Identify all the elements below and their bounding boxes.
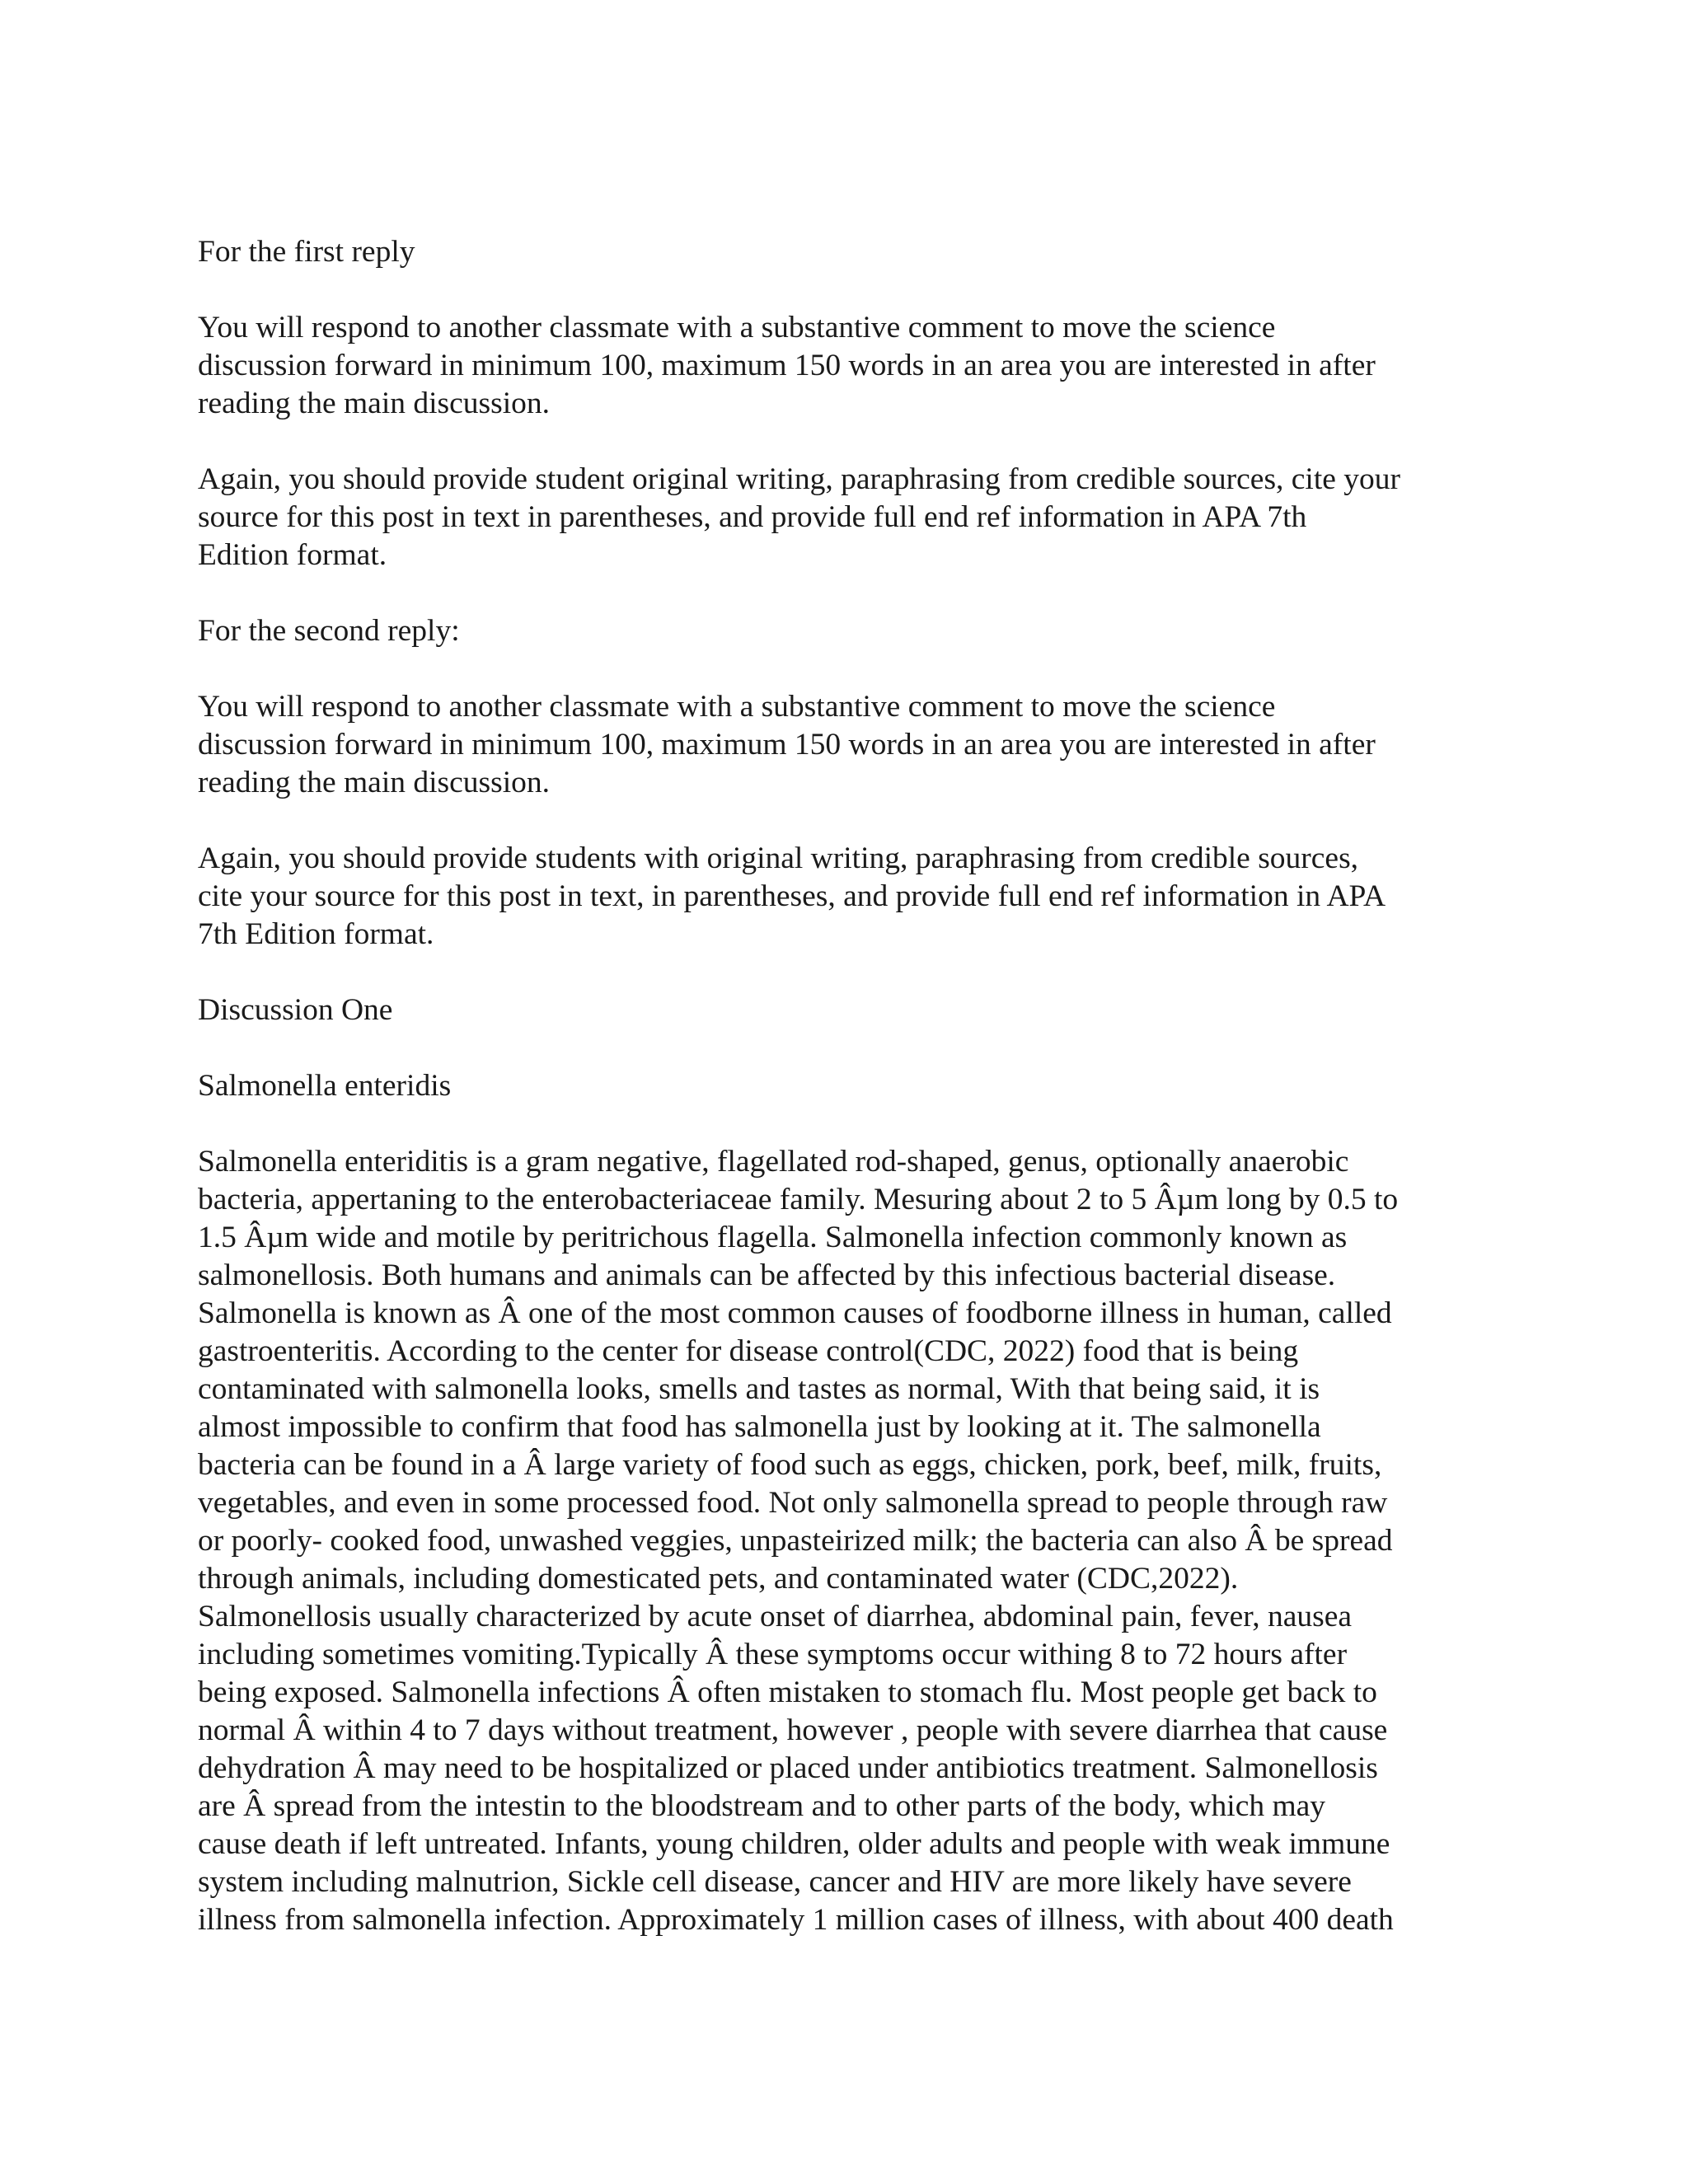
text-line: You will respond to another classmate with a substantive comment to move the science <box>198 311 1276 344</box>
text-line: or poorly- cooked food, unwashed veggies, unpasteirized milk; the bacteria can also Â be spread <box>198 1524 1393 1558</box>
text-line: bacteria can be found in a Â large variety of food such as eggs, chicken, pork, beef, milk, fruits, <box>198 1448 1382 1482</box>
text-line: bacteria, appertaning to the enterobacteriaceae family. Mesuring about 2 to 5 Âµm long by 0.5 to <box>198 1183 1399 1216</box>
text-line: Discussion One <box>198 993 393 1027</box>
document-paragraph <box>198 840 1500 954</box>
text-line: Edition format. <box>198 538 387 572</box>
document-paragraph <box>198 991 1500 1029</box>
text-line: discussion forward in minimum 100, maximum 150 words in an area you are interested in after <box>198 349 1376 382</box>
text-line: contaminated with salmonella looks, smells and tastes as normal, With that being said, it is <box>198 1372 1320 1406</box>
text-line: Salmonellosis usually characterized by acute onset of diarrhea, abdominal pain, fever, nausea <box>198 1600 1353 1633</box>
document-paragraph <box>198 461 1500 574</box>
text-line: are Â spread from the intestin to the bloodstream and to other parts of the body, which may <box>198 1789 1326 1823</box>
text-line: normal Â within 4 to 7 days without treatment, however , people with severe diarrhea that cause <box>198 1713 1388 1747</box>
document-paragraph <box>198 612 1500 650</box>
document-paragraph <box>198 233 1500 271</box>
text-line: Salmonella is known as Â one of the most common causes of foodborne illness in human, called <box>198 1296 1392 1330</box>
text-line: Again, you should provide students with original writing, paraphrasing from credible sources, <box>198 841 1359 875</box>
document-paragraph <box>198 1067 1500 1105</box>
text-line: dehydration Â may need to be hospitalized or placed under antibiotics treatment. Salmonellosis <box>198 1751 1378 1785</box>
text-line: cause death if left untreated. Infants, young children, older adults and people with weak immune <box>198 1827 1390 1861</box>
text-line: For the second reply: <box>198 614 460 648</box>
document-paragraph <box>198 688 1500 802</box>
text-line: reading the main discussion. <box>198 387 551 420</box>
document-paragraph <box>198 309 1500 423</box>
text-line: Salmonella enteridis <box>198 1069 452 1103</box>
text-line: system including malnutrion, Sickle cell disease, cancer and HIV are more likely have severe <box>198 1865 1352 1899</box>
text-line: reading the main discussion. <box>198 766 551 799</box>
text-line: discussion forward in minimum 100, maximum 150 words in an area you are interested in after <box>198 728 1376 762</box>
text-line: including sometimes vomiting.Typically Â these symptoms occur withing 8 to 72 hours after <box>198 1638 1348 1671</box>
text-line: gastroenteritis. According to the center for disease control(CDC, 2022) food that is being <box>198 1334 1299 1368</box>
text-line: source for this post in text in parentheses, and provide full end ref information in APA 7th <box>198 500 1307 534</box>
text-line: cite your source for this post in text, in parentheses, and provide full end ref information in APA <box>198 879 1386 913</box>
text-line: illness from salmonella infection. Approximately 1 million cases of illness, with about 400 death <box>198 1903 1394 1937</box>
document-body <box>198 233 1500 1977</box>
text-line: You will respond to another classmate with a substantive comment to move the science <box>198 690 1276 724</box>
text-line: Again, you should provide student original writing, paraphrasing from credible sources, cite your <box>198 462 1401 496</box>
text-line: Salmonella enteriditis is a gram negative, flagellated rod-shaped, genus, optionally anaerobic <box>198 1145 1349 1179</box>
document-paragraph <box>198 1143 1500 1939</box>
text-line: salmonellosis. Both humans and animals can be affected by this infectious bacterial disease. <box>198 1258 1336 1292</box>
text-line: almost impossible to confirm that food has salmonella just by looking at it. The salmonella <box>198 1410 1321 1444</box>
text-line: being exposed. Salmonella infections Â often mistaken to stomach flu. Most people get back to <box>198 1675 1377 1709</box>
text-line: 1.5 Âµm wide and motile by peritrichous flagella. Salmonella infection commonly known as <box>198 1221 1348 1254</box>
text-line: For the first reply <box>198 235 415 269</box>
text-line: 7th Edition format. <box>198 917 434 951</box>
text-line: vegetables, and even in some processed food. Not only salmonella spread to people through raw <box>198 1486 1388 1520</box>
text-line: through animals, including domesticated pets, and contaminated water (CDC,2022). <box>198 1562 1239 1596</box>
